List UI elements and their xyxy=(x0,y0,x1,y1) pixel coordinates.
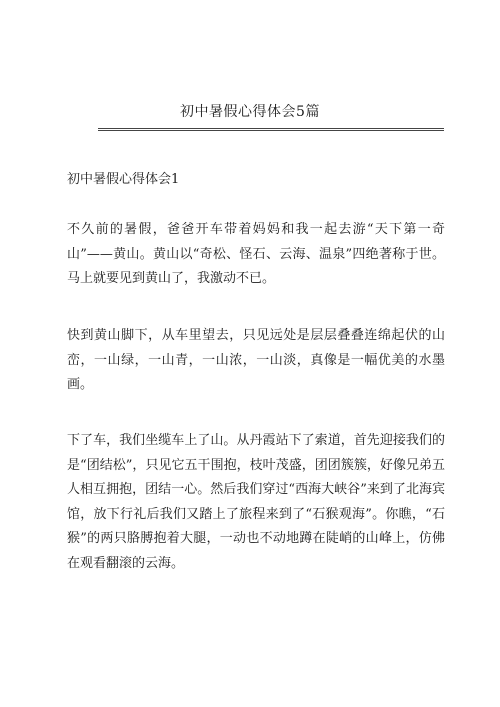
paragraph-2: 快到黄山脚下，从车里望去，只见远处是层层叠叠连绵起伏的山峦，一山绿，一山青，一山浓，一山淡，真像是一幅优美的水墨画。 xyxy=(67,328,445,392)
section-heading: 初中暑假心得体会1 xyxy=(67,172,180,187)
paragraph-1: 不久前的暑假，爸爸开车带着妈妈和我一起去游“天下第一奇山”——黄山。黄山以“奇松、怪石、云海、温泉”四绝著称于世。马上就要见到黄山了，我激动不已。 xyxy=(67,222,445,286)
document-title: 初中暑假心得体会5篇 xyxy=(180,104,320,120)
paragraph-3: 下了车，我们坐缆车上了山。从丹霞站下了索道，首先迎接我们的是“团结松”，只见它五干围抱，枝叶茂盛，团团簇簇，好像兄弟五人相互拥抱，团结一心。然后我们穿过“西海大峡谷”来到了北海宾馆，放下行礼后我们又踏上了旅程来到了“石猴观海”。你瞧，“石猴”的两只胳膊抱着大腿，一动也不动地蹲在陡峭的山峰上，仿佛在观看翻滚的云海。 xyxy=(67,433,445,571)
title-underline xyxy=(98,128,444,131)
